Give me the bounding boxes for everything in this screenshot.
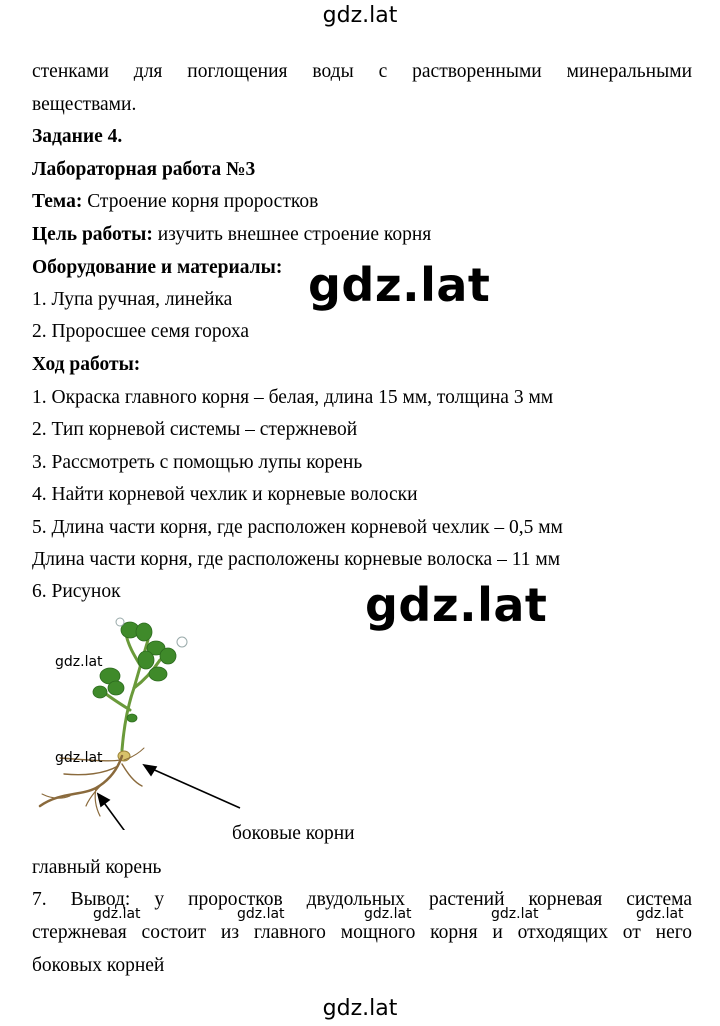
pea-seedling-illustration (30, 610, 270, 830)
plant-leaves (93, 622, 176, 722)
topic-label: Тема: (32, 191, 83, 212)
conclusion-line-2: стержневая состоит из главного мощного корня и отходящих от него (32, 922, 692, 943)
equipment-item-1: 1. Лупа ручная, линейка (32, 289, 233, 310)
watermark-big-2: gdz.lat (365, 578, 548, 632)
text-line-1: стенками для поглощения воды с растворенными минеральными (32, 61, 692, 82)
watermark-small-5: gdz.lat (636, 906, 684, 922)
step-6: 6. Рисунок (32, 581, 121, 602)
equipment-item-2: 2. Проросшее семя гороха (32, 321, 250, 342)
lab-heading: Лабораторная работа №3 (32, 159, 256, 180)
step-1: 1. Окраска главного корня – белая, длина 15 мм, толщина 3 мм (32, 387, 554, 408)
arrows (98, 765, 240, 830)
progress-heading: Ход работы: (32, 354, 141, 375)
watermark-small-1: gdz.lat (93, 906, 141, 922)
step-5: 5. Длина части корня, где расположен корневой чехлик – 0,5 мм (32, 517, 563, 538)
watermark-small-3: gdz.lat (364, 906, 412, 922)
watermark-small-figure-1: gdz.lat (55, 654, 103, 670)
text-line-2: веществами. (32, 94, 137, 115)
conclusion-line-1: 7. Вывод: у проростков двудольных растений корневая система (32, 889, 692, 910)
watermark-small-4: gdz.lat (491, 906, 539, 922)
task-heading: Задание 4. (32, 126, 123, 147)
step-5b: Длина части корня, где расположены корневые волоска – 11 мм (32, 549, 561, 570)
goal-line (32, 225, 431, 245)
watermark-small-2: gdz.lat (237, 906, 285, 922)
goal-value: изучить внешнее строение корня (152, 224, 432, 245)
watermark-small-figure-2: gdz.lat (55, 750, 103, 766)
step-2: 2. Тип корневой системы – стержневой (32, 419, 358, 440)
step-3: 3. Рассмотреть с помощью лупы корень (32, 452, 363, 473)
goal-label: Цель работы: (32, 224, 153, 245)
watermark-big-1: gdz.lat (308, 258, 491, 312)
caption-main-root: главный корень (32, 857, 162, 878)
equipment-heading: Оборудование и материалы: (32, 257, 283, 278)
topic-line (32, 192, 318, 212)
watermark-bottom: gdz.lat (322, 996, 398, 1021)
step-4: 4. Найти корневой чехлик и корневые волоски (32, 484, 418, 505)
watermark-top: gdz.lat (322, 3, 398, 28)
topic-value: Строение корня проростков (82, 191, 319, 212)
caption-lateral-roots: боковые корни (232, 823, 355, 844)
conclusion-line-3: боковых корней (32, 955, 165, 976)
